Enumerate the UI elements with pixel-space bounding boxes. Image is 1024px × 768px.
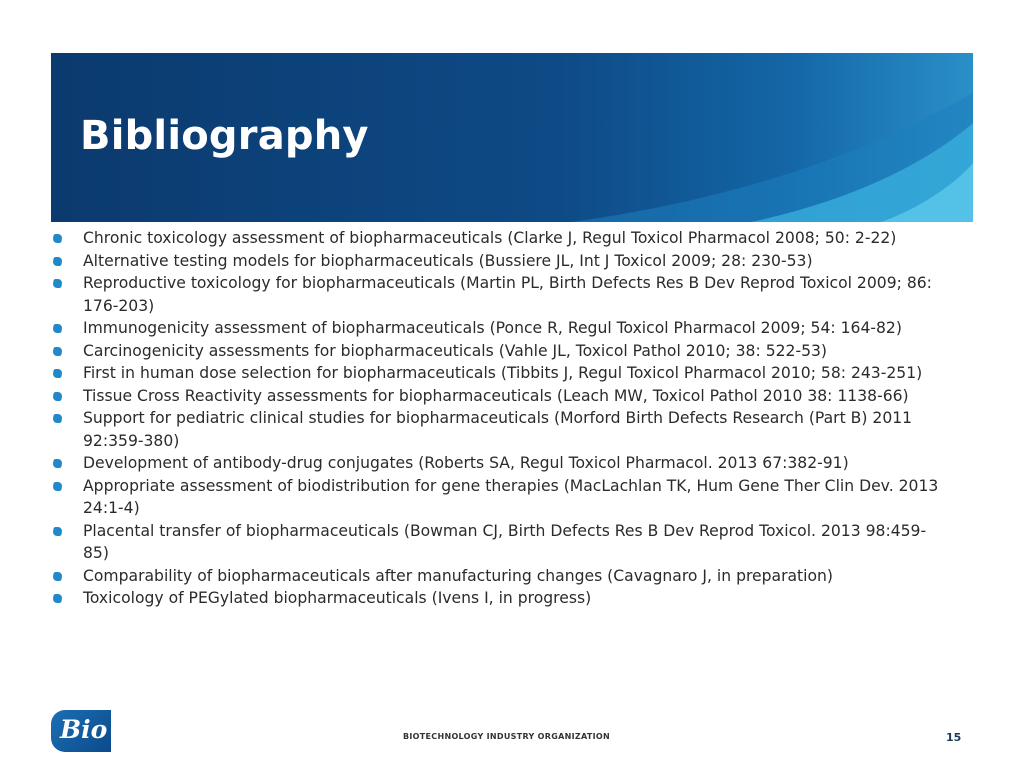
reference-text: Toxicology of PEGylated biopharmaceuticals (Ivens I, in progress): [83, 589, 592, 607]
bullet-icon: [52, 369, 63, 378]
list-item: [51, 452, 951, 475]
reference-text: Support for pediatric clinical studies for biopharmaceuticals (Morford Birth Defects Research (Part B) 2011 92:359-380): [83, 409, 913, 450]
reference-text: First in human dose selection for biopharmaceuticals (Tibbits J, Regul Toxicol Pharmacol 2010; 58: 243-251): [83, 364, 923, 382]
bullet-icon: [52, 527, 63, 536]
reference-text: Appropriate assessment of biodistribution for gene therapies (MacLachlan TK, Hum Gene Ther Clin Dev. 2013 24:1-4): [83, 476, 939, 517]
reference-text: Chronic toxicology assessment of biopharmaceuticals (Clarke J, Regul Toxicol Pharmacol 2008; 50: 2-22): [83, 229, 897, 247]
reference-text: Carcinogenicity assessments for biopharmaceuticals (Vahle JL, Toxicol Pathol 2010; 38: 522-53): [83, 341, 828, 360]
bullet-icon: [52, 414, 63, 423]
list-item: [51, 340, 951, 363]
page-number: 15: [946, 731, 962, 744]
reference-text: Comparability of biopharmaceuticals after manufacturing changes (Cavagnaro J, in preparation): [83, 566, 834, 585]
list-item: [51, 520, 951, 565]
bullet-icon: [52, 234, 63, 243]
list-item: [51, 250, 951, 273]
bullet-icon: [52, 392, 63, 401]
reference-text: Reproductive toxicology for biopharmaceuticals (Martin PL, Birth Defects Res B Dev Reprod Toxicol 2009; 86: 176-203): [83, 274, 932, 315]
list-item: [51, 587, 951, 610]
list-item: [51, 362, 951, 385]
page-title: Bibliography: [80, 113, 369, 159]
bullet-icon: [52, 594, 63, 603]
title-banner: [51, 53, 973, 222]
logo-text: Bio: [60, 715, 108, 744]
list-item: [51, 385, 951, 408]
bullet-icon: [52, 347, 63, 356]
reference-text: Alternative testing models for biopharmaceuticals (Bussiere JL, Int J Toxicol 2009; 28: 230-53): [83, 251, 813, 270]
bullet-icon: [52, 572, 63, 581]
reference-text: Tissue Cross Reactivity assessments for biopharmaceuticals (Leach MW, Toxicol Pathol 2010 38: 1138-66): [83, 386, 909, 405]
reference-text: Placental transfer of biopharmaceuticals (Bowman CJ, Birth Defects Res B Dev Reprod Toxicol. 2013 98:459-85): [83, 521, 927, 562]
list-item: [51, 565, 951, 588]
list-item: [51, 407, 951, 452]
bullet-icon: [52, 482, 63, 491]
bibliography-list: [51, 227, 951, 610]
bullet-icon: [52, 257, 63, 266]
list-item: [51, 272, 951, 317]
footer-organization: BIOTECHNOLOGY INDUSTRY ORGANIZATION: [403, 732, 610, 741]
list-item: [51, 227, 951, 250]
reference-text: Immunogenicity assessment of biopharmaceuticals (Ponce R, Regul Toxicol Pharmacol 2009; 54: 164-82): [83, 319, 902, 337]
bullet-icon: [52, 324, 63, 333]
reference-text: Development of antibody-drug conjugates (Roberts SA, Regul Toxicol Pharmacol. 2013 67:382-91): [83, 454, 849, 472]
list-item: [51, 317, 951, 340]
bullet-icon: [52, 459, 63, 468]
bio-logo: [51, 710, 108, 752]
list-item: [51, 475, 951, 520]
bullet-icon: [52, 279, 63, 288]
